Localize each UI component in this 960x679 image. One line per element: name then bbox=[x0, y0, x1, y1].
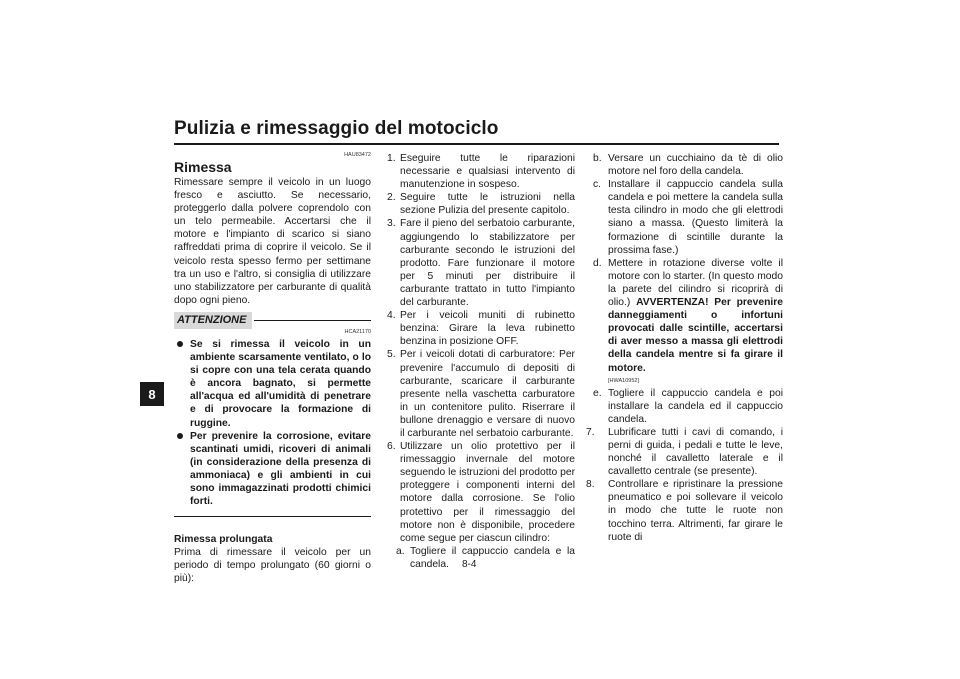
list-item bbox=[387, 309, 575, 348]
list-item bbox=[593, 152, 783, 178]
list-item bbox=[387, 545, 575, 571]
title-divider bbox=[174, 143, 779, 145]
ref-code: HAU83472 bbox=[344, 152, 371, 158]
step-text: Per i veicoli muniti di rubinetto benzina: Girare la leva rubinetto benzina in posizione OFF. bbox=[400, 310, 575, 348]
column-1 bbox=[174, 152, 371, 586]
column-3 bbox=[586, 152, 783, 544]
list-item bbox=[387, 348, 575, 440]
step-number: 7. bbox=[586, 426, 595, 438]
substep-text: Togliere il cappuccio candela e la candela. bbox=[410, 545, 575, 570]
step-number: 3. bbox=[387, 218, 396, 230]
attention-header bbox=[174, 312, 371, 329]
substep-letter: a. bbox=[396, 545, 405, 557]
step-text: Seguire tutte le istruzioni nella sezione Pulizia del presente capitolo. bbox=[400, 192, 575, 217]
substep-text: Togliere il cappuccio candela e poi installare la candela ed il cappuccio candela. bbox=[608, 387, 783, 425]
list-item bbox=[586, 478, 783, 543]
section-title: Rimessa bbox=[174, 159, 232, 175]
page-title: Pulizia e rimessaggio del motociclo bbox=[174, 118, 499, 139]
warning-code: [HWA10952] bbox=[608, 377, 639, 384]
list-item bbox=[176, 430, 371, 509]
page-number: 8-4 bbox=[462, 559, 477, 570]
substep-letter: e. bbox=[593, 387, 602, 399]
list-item bbox=[586, 426, 783, 478]
list-item bbox=[387, 152, 575, 191]
step-number: 8. bbox=[586, 479, 595, 491]
list-item bbox=[387, 440, 575, 545]
substep-text: Mettere in rotazione diverse volte il motore con lo starter. (In questo modo la parete del cilindro si ricoprirà di olio.) bbox=[608, 257, 783, 309]
list-item bbox=[593, 387, 783, 426]
step-number: 2. bbox=[387, 192, 396, 204]
substep-letter: d. bbox=[593, 257, 602, 269]
list-item bbox=[593, 257, 783, 375]
step-number: 4. bbox=[387, 310, 396, 322]
step-text: Controllare e ripristinare la pressione pneumatico e poi sollevare il veicolo in modo che tutte le ruote non tocchino terra. Altrimenti, far girare le ruote di bbox=[608, 479, 783, 543]
attention-list bbox=[174, 338, 371, 508]
attention-label: ATTENZIONE bbox=[174, 312, 252, 329]
warning-text: AVVERTENZA! Per prevenire danneggiamenti o infortuni provocati dalle scintille, accertarsi di aver messo a massa gli elettrodi della candela mentre si fa girare il motore. bbox=[608, 297, 783, 374]
column-2 bbox=[387, 152, 575, 571]
step-text: Utilizzare un olio protettivo per il rimessaggio invernale del motore seguendo le istruzioni del prodotto per proteggere i componenti interni del motore dalla corrosione. Se l'olio protettivo per il rimessaggio del motore non è disponibile, procedere come segue per ciascun cilindro: bbox=[400, 441, 575, 544]
list-item bbox=[176, 338, 371, 430]
substep-text: Installare il cappuccio candela sulla candela e poi mettere la candela sulla testa cilindro in modo che gli elettrodi siano a massa. (Questo limiterà la formazione di scintille durante la prossima fase.) bbox=[608, 179, 783, 256]
attention-code: HCA21170 bbox=[344, 328, 371, 335]
intro-paragraph: Rimessare sempre il veicolo in un luogo fresco e asciutto. Se necessario, proteggerlo dalla polvere coprendolo con un telo permeabile. Accertarsi che il motore e l'impianto di scarico si siano raffreddati prima di coprire il veicolo. Se il veicolo resta spesso fermo per settimane tra un uso e l'altro, si consiglia di utilizzare uno stabilizzatore per carburante di qualità dopo ogni pieno. bbox=[174, 177, 371, 306]
bullet-icon bbox=[177, 433, 183, 439]
list-item bbox=[387, 217, 575, 309]
step-text: Per i veicoli dotati di carburatore: Per prevenire l'accumulo di depositi di carburante, scaricare il carburante presente nella vaschetta carburatore in un contenitore pulito. Riserrare il bullone drenaggio e versare di nuovo il carburante nel serbatoio carburante. bbox=[400, 349, 575, 439]
subsection-intro: Prima di rimessare il veicolo per un periodo di tempo prolungato (60 giorni o più): bbox=[174, 547, 371, 585]
step-text: Eseguire tutte le riparazioni necessarie e qualsiasi intervento di manutenzione in sospeso. bbox=[400, 153, 575, 191]
list-item bbox=[387, 191, 575, 217]
substep-letter: b. bbox=[593, 153, 602, 164]
attention-text: Se si rimessa il veicolo in un ambiente scarsamente ventilato, o lo si copre con una tela cerata quando è ancora bagnato, si permette all'acqua ed all'umidità di penetrare e di provocare la formazione di ruggine. bbox=[190, 338, 371, 429]
chapter-tab: 8 bbox=[140, 382, 164, 406]
list-item bbox=[593, 178, 783, 257]
subsection-title: Rimessa prolungata bbox=[174, 534, 273, 546]
attention-end-rule bbox=[174, 516, 371, 517]
steps-list bbox=[387, 152, 575, 571]
substep-letter: c. bbox=[593, 179, 602, 191]
step-number: 6. bbox=[387, 441, 396, 453]
step-text: Lubrificare tutti i cavi di comando, i perni di guida, i pedali e tutte le leve, nonché il cavalletto laterale e il cavalletto centrale (se presente). bbox=[608, 426, 783, 478]
attention-text: Per prevenire la corrosione, evitare scantinati umidi, ricoveri di animali (in considerazione della presenza di ammoniaca) e gli ambienti in cui sono immagazzinati prodotti chimici forti. bbox=[190, 430, 371, 508]
substep-text: Versare un cucchiaino da tè di olio motore nel foro della candela. bbox=[608, 153, 783, 178]
step-number: 1. bbox=[387, 153, 396, 164]
attention-rule bbox=[254, 320, 371, 321]
step-number: 5. bbox=[387, 349, 396, 361]
bullet-icon bbox=[177, 341, 183, 347]
step-text: Fare il pieno del serbatoio carburante, aggiungendo lo stabilizzatore per carburante secondo le istruzioni del prodotto. Fare funzionare il motore per 5 minuti per distribuire il carburante trattato in tutto l'impianto del carburante. bbox=[400, 218, 575, 309]
